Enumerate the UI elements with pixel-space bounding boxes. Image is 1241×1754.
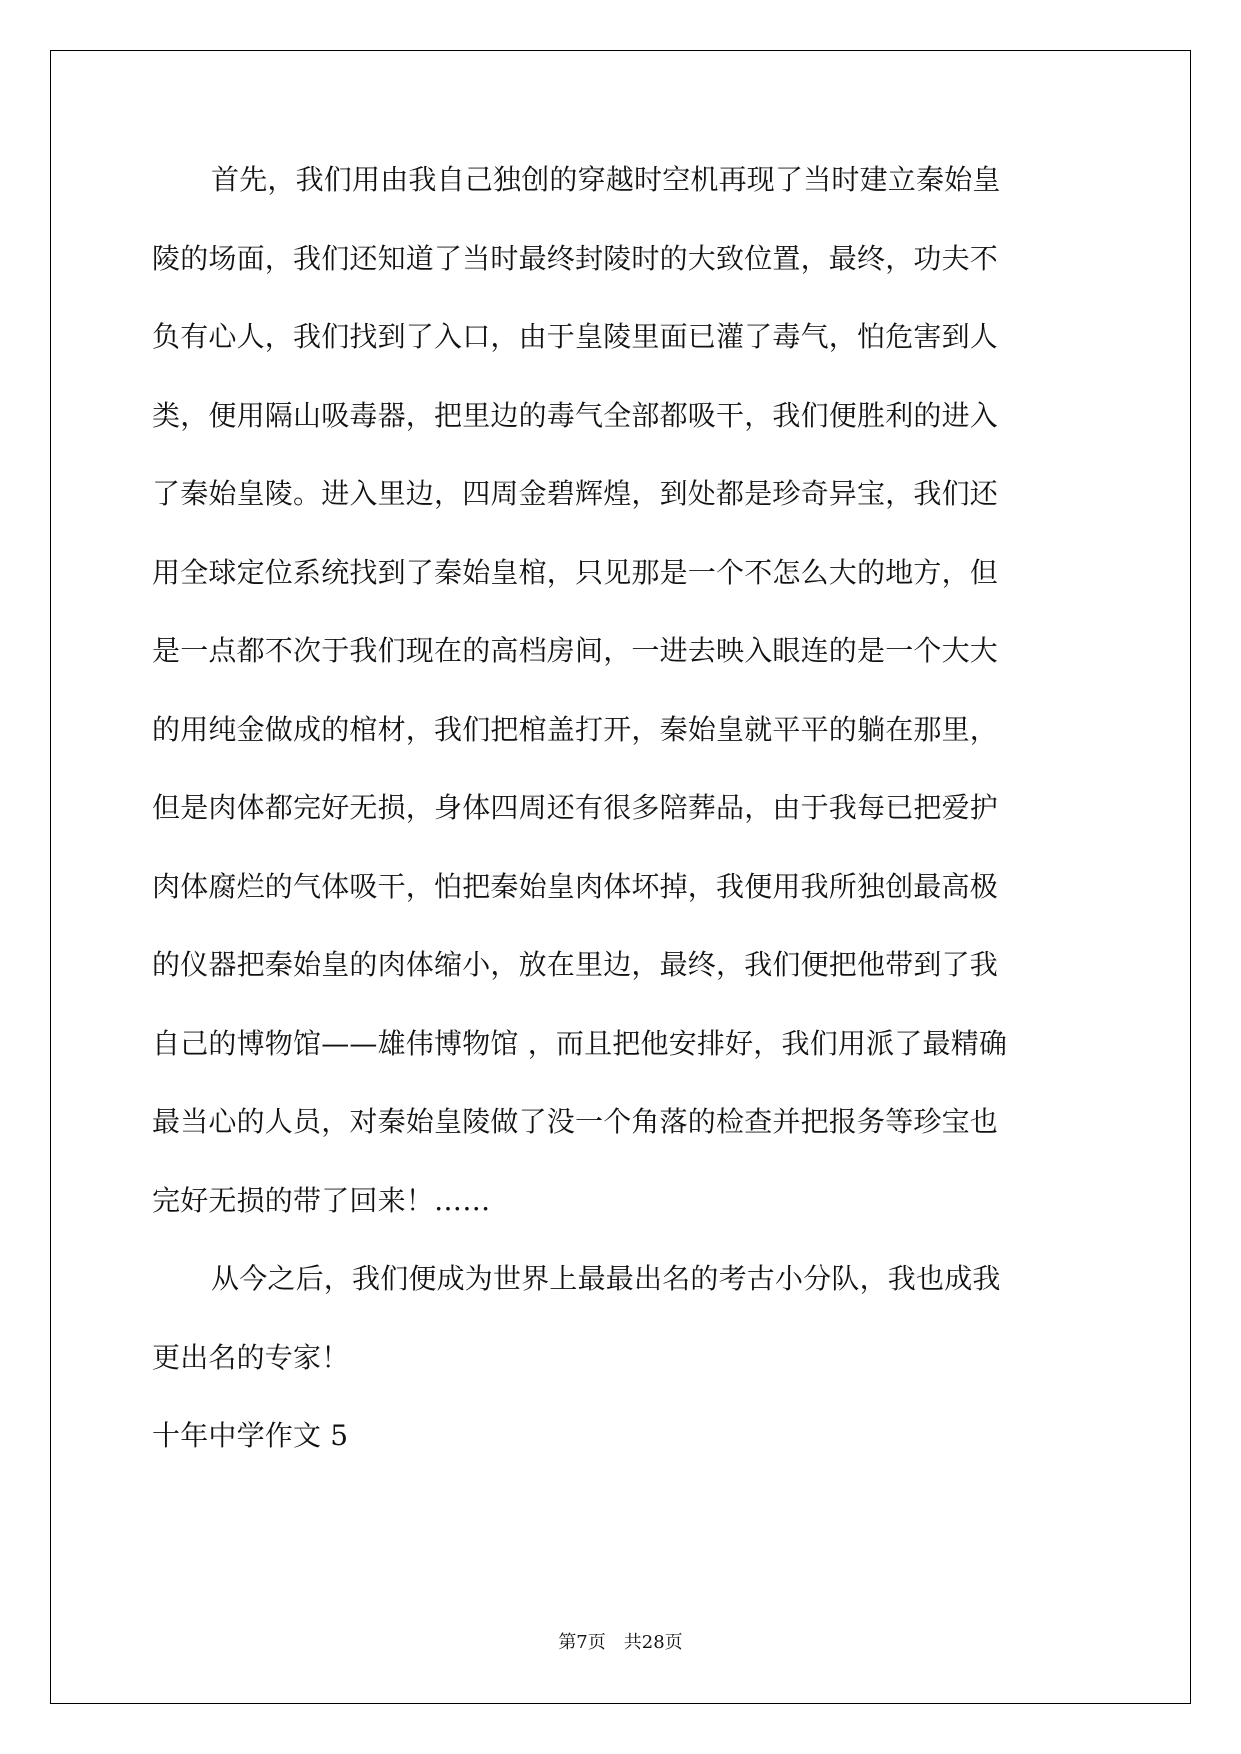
- paragraph-line: 的用纯金做成的棺材，我们把棺盖打开，秦始皇就平平的躺在那里，: [152, 712, 999, 746]
- paragraph-line: 负有心人，我们找到了入口，由于皇陵里面已灌了毒气，怕危害到人: [152, 320, 999, 353]
- paragraph-line: 更出名的专家！: [152, 1340, 350, 1374]
- paragraph-line: 肉体腐烂的气体吸干，怕把秦始皇肉体坏掉，我便用我所独创最高极: [152, 869, 999, 903]
- paragraph-line: 陵的场面，我们还知道了当时最终封陵时的大致位置，最终，功夫不: [152, 241, 999, 275]
- section-heading: 十年中学作文 5: [152, 1419, 349, 1452]
- paragraph-line: 用全球定位系统找到了秦始皇棺，只见那是一个不怎么大的地方，但: [152, 555, 999, 589]
- paragraph-line: 首先，我们用由我自己独创的穿越时空机再现了当时建立秦始皇: [211, 163, 1001, 196]
- paragraph-line: 自己的博物馆——雄伟博物馆 ，而且把他安排好，我们用派了最精确: [152, 1026, 1008, 1060]
- paragraph-line: 的仪器把秦始皇的肉体缩小，放在里边，最终，我们便把他带到了我: [152, 948, 999, 981]
- paragraph-line: 但是肉体都完好无损，身体四周还有很多陪葬品，由于我每已把爱护: [152, 791, 999, 824]
- paragraph-line: 最当心的人员，对秦始皇陵做了没一个角落的检查并把报务等珍宝也: [152, 1105, 999, 1138]
- paragraph-line: 了秦始皇陵。进入里边，四周金碧辉煌，到处都是珍奇异宝，我们还: [152, 477, 999, 510]
- paragraph-line: 从今之后，我们便成为世界上最最出名的考古小分队，我也成我: [211, 1262, 1001, 1295]
- paragraph-line: 类，便用隔山吸毒器，把里边的毒气全部都吸干，我们便胜利的进入: [152, 398, 999, 432]
- page-number-footer: 第7页 共28页: [558, 1632, 683, 1653]
- document-body: [152, 160, 1088, 1495]
- paragraph-line: 完好无损的带了回来！……: [152, 1183, 491, 1217]
- paragraph-line: 是一点都不次于我们现在的高档房间，一进去映入眼连的是一个大大: [152, 634, 999, 667]
